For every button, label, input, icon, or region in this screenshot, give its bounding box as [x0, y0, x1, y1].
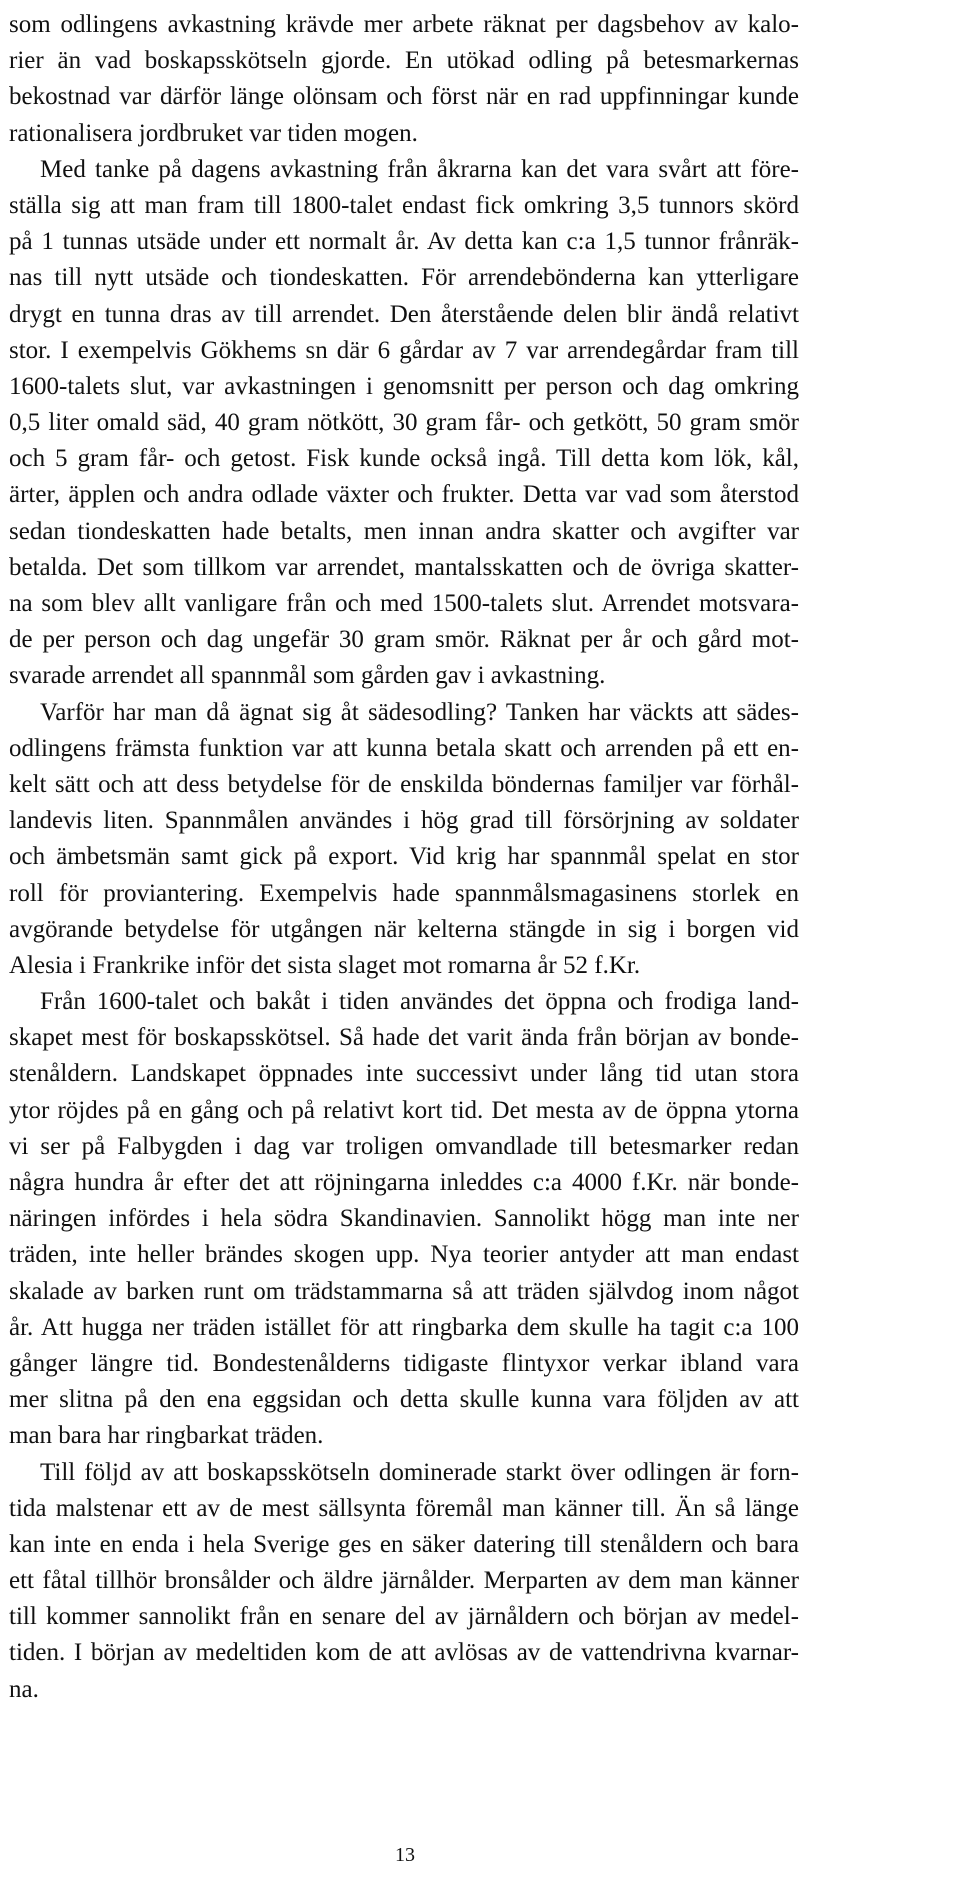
text-line: näringen infördes i hela södra Skandinavien. Sannolikt högg man inte ner	[9, 1205, 799, 1233]
text-line: drygt en tunna dras av till arrendet. Den återstående delen blir ändå relativt	[9, 300, 799, 328]
text-line: tida malstenar ett av de mest sällsynta föremål man känner till. Än så länge	[9, 1494, 799, 1522]
text-line: rier än vad boskapsskötseln gjorde. En utökad odling på betesmarkernas	[9, 47, 799, 75]
text-line: stenåldern. Landskapet öppnades inte successivt under lång tid utan stora	[9, 1060, 799, 1088]
text-line: Alesia i Frankrike inför det sista slaget mot romarna år 52 f.Kr.	[9, 951, 641, 979]
text-line: svarade arrendet all spannmål som gården gav i avkastning.	[9, 662, 606, 690]
text-line: skapet mest för boskapsskötsel. Så hade det varit ända från början av bonde-	[9, 1024, 799, 1052]
text-line: betalda. Det som tillkom var arrendet, mantalsskatten och de övriga skatter-	[9, 553, 799, 581]
text-line: kelt sätt och att dess betydelse för de enskilda böndernas familjer var förhål-	[9, 770, 799, 798]
text-line: rationalisera jordbruket var tiden mogen.	[9, 119, 418, 147]
text-line: träden, inte heller brändes skogen upp. Nya teorier antyder att man endast	[9, 1241, 799, 1269]
text-line: na.	[9, 1675, 39, 1703]
page-number: 13	[395, 1844, 415, 1866]
text-line: ett fåtal tillhör bronsålder och äldre järnålder. Merparten av dem man känner	[9, 1567, 799, 1595]
text-line: Varför har man då ägnat sig åt sädesodling? Tanken har väckts att sädes-	[40, 698, 799, 726]
text-line: Från 1600-talet och bakåt i tiden användes det öppna och frodiga land-	[40, 988, 799, 1016]
text-line: kan inte en enda i hela Sverige ges en säker datering till stenåldern och bara	[9, 1530, 799, 1558]
text-line: år. Att hugga ner träden istället för att ringbarka dem skulle ha tagit c:a 100	[9, 1313, 799, 1341]
text-line: na som blev allt vanligare från och med 1500-talets slut. Arrendet motsvara-	[9, 590, 799, 617]
text-line: man bara har ringbarkat träden.	[9, 1422, 324, 1450]
text-line: tiden. I början av medeltiden kom de att avlösas av de vattendrivna kvarnar-	[9, 1639, 799, 1667]
text-line: 0,5 liter omald säd, 40 gram nötkött, 30 gram får- och getkött, 50 gram smör	[9, 409, 799, 437]
text-line: bekostnad var därför länge olönsam och först när en rad uppfinningar kunde	[9, 83, 799, 111]
text-line: de per person och dag ungefär 30 gram smör. Räknat per år och gård mot-	[9, 626, 799, 654]
text-line: gånger längre tid. Bondestenålderns tidigaste flintyxor verkar ibland vara	[9, 1349, 799, 1377]
text-line: ställa sig att man fram till 1800-talet endast fick omkring 3,5 tunnors skörd	[9, 191, 799, 219]
text-line: och ämbetsmän samt gick på export. Vid krig har spannmål spelat en stor	[9, 843, 799, 871]
text-line: Med tanke på dagens avkastning från åkrarna kan det vara svårt att före-	[40, 155, 799, 183]
text-line: sedan tiondeskatten hade betalts, men innan andra skatter och avgifter var	[9, 517, 799, 545]
text-line: vi ser på Falbygden i dag var troligen omvandlade till betesmarker redan	[9, 1132, 799, 1160]
text-line: till kommer sannolikt från en senare del av järnåldern och början av medel-	[9, 1603, 799, 1631]
text-line: avgörande betydelse för utgången när kelterna stängde in sig i borgen vid	[9, 915, 799, 943]
text-line: ärter, äpplen och andra odlade växter och frukter. Detta var vad som återstod	[9, 481, 799, 509]
text-line: några hundra år efter det att röjningarna inleddes c:a 4000 f.Kr. när bonde-	[9, 1169, 799, 1196]
text-line: roll för proviantering. Exempelvis hade spannmålsmagasinens storlek en	[9, 879, 799, 907]
text-line: nas till nytt utsäde och tiondeskatten. För arrendebönderna kan ytterligare	[9, 264, 799, 292]
text-line: odlingens främsta funktion var att kunna betala skatt och arrenden på ett en-	[9, 734, 799, 762]
text-line: 1600-talets slut, var avkastningen i genomsnitt per person och dag omkring	[9, 372, 799, 400]
text-line: landevis liten. Spannmålen användes i hög grad till försörjning av soldater	[9, 807, 799, 835]
body-text	[9, 7, 799, 1708]
text-line: på 1 tunnas utsäde under ett normalt år. Av detta kan c:a 1,5 tunnor frånräk-	[9, 228, 799, 256]
text-line: skalade av barken runt om trädstammarna så att träden självdog inom något	[9, 1277, 799, 1305]
text-line: som odlingens avkastning krävde mer arbete räknat per dagsbehov av kalo-	[9, 11, 799, 38]
text-line: ytor röjdes på en gång och på relativt kort tid. Det mesta av de öppna ytorna	[9, 1096, 799, 1124]
text-line: Till följd av att boskapsskötseln dominerade starkt över odlingen är forn-	[40, 1458, 799, 1486]
text-line: mer slitna på den ena eggsidan och detta skulle kunna vara följden av att	[9, 1386, 799, 1414]
text-line: stor. I exempelvis Gökhems sn där 6 gårdar av 7 var arrendegårdar fram till	[9, 336, 799, 364]
text-line: och 5 gram får- och getost. Fisk kunde också ingå. Till detta kom lök, kål,	[9, 445, 799, 473]
